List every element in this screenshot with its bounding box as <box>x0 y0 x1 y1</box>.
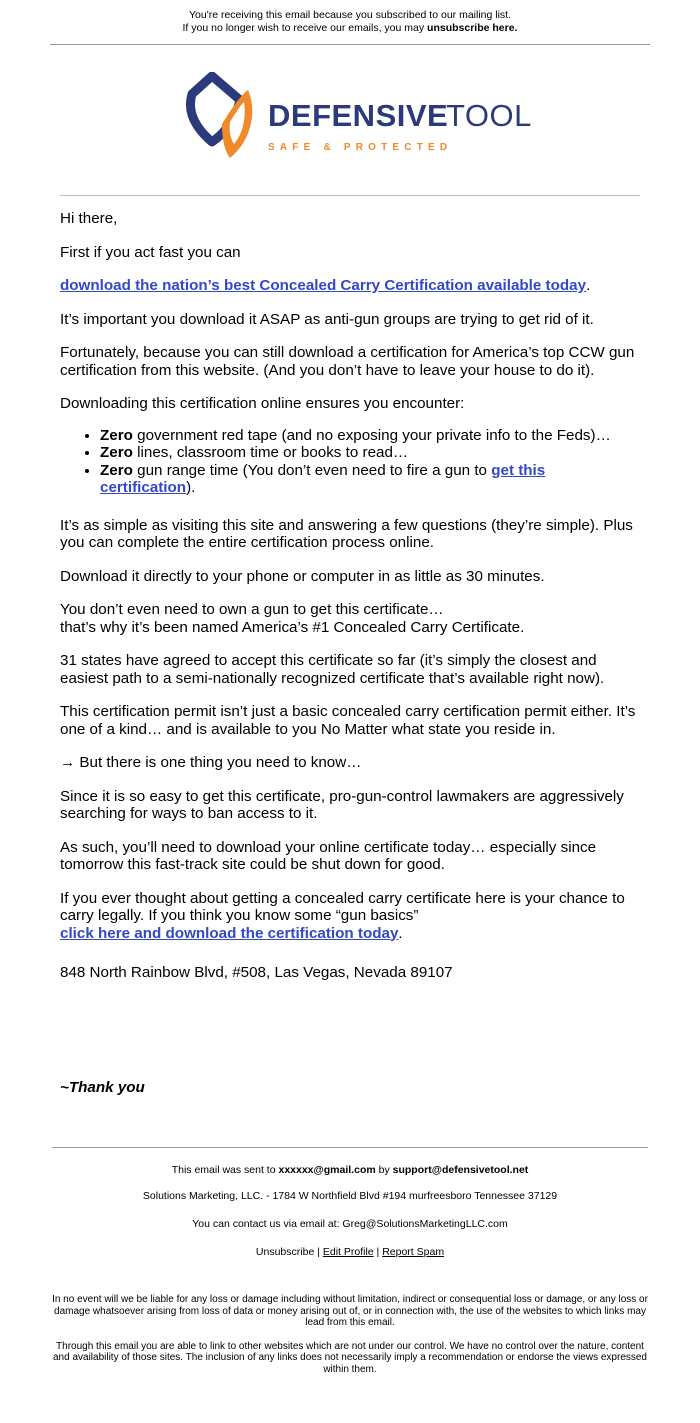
ever-text: If you ever thought about getting a concealed carry certificate here is your chance to carry legally. If you think you know some “gun basics” <box>60 889 625 924</box>
disclaimer-links: Through this email you are able to link to other websites which are not under our control. We have no control over the nature, content and availability of those sites. The inclusion of any links does not necessarily imply a recommendation or endorse the views expressed within them. <box>52 1340 647 1375</box>
bullet-bold: Zero <box>100 426 133 444</box>
footer <box>50 1164 650 1375</box>
get-certification-link[interactable]: get this certification <box>100 461 546 496</box>
downloading-paragraph: Downloading this certification online ensures you encounter: <box>60 395 465 412</box>
preheader-line2-text: If you no longer wish to receive our emails, you may <box>182 22 428 34</box>
main-link-paragraph: download the nation’s best Concealed Carry Certification available today. <box>60 277 591 294</box>
link-separator: | <box>314 1246 323 1258</box>
click-here-download-link[interactable]: click here and download the certification today <box>60 924 399 942</box>
defensivetool-logo <box>182 72 542 166</box>
states-paragraph: 31 states have agreed to accept this certificate so far (it’s simply the closest and easiest path to a semi-nationally recognized certificate that’s available right now). <box>60 652 605 687</box>
logo-brand-bold: DEFENSIVE <box>268 98 449 133</box>
arrow-paragraph: → But there is one thing you need to know… <box>60 754 362 771</box>
logo-divider <box>60 195 640 196</box>
bullet-text: government red tape (and no exposing your private info to the Feds)… <box>132 426 611 444</box>
since-paragraph: Since it is so easy to get this certificate, pro-gun-control lawmakers are aggressively searching for ways to ban access to it. <box>60 787 624 822</box>
ever-paragraph: If you ever thought about getting a concealed carry certificate here is your chance to carry legally. If you think you know some “gun basics” click here and download the certification today. <box>60 889 625 942</box>
bullet-after: ). <box>186 479 196 496</box>
edit-profile-link[interactable]: Edit Profile <box>322 1246 374 1258</box>
logo-brand-light: TOOL <box>446 98 532 133</box>
thank-you: ~Thank you <box>60 1079 145 1096</box>
list-item <box>100 427 642 445</box>
bullet-text: lines, classroom time or books to read… <box>132 444 409 461</box>
such-paragraph: As such, you’ll need to download your online certificate today… especially since tomorrow this fast-track site could be shut down for good. <box>60 838 597 873</box>
asap-paragraph: It’s important you download it ASAP as anti-gun groups are trying to get rid of it. <box>60 310 594 328</box>
own-gun-line1: You don’t even need to own a gun to get this certificate… <box>60 601 444 618</box>
logo-tagline: SAFE & PROTECTED <box>268 142 453 153</box>
sent-to-line <box>50 1164 650 1176</box>
postal-address: 848 North Rainbow Blvd, #508, Las Vegas, Nevada 89107 <box>60 964 453 981</box>
company-address: Solutions Marketing, LLC. - 1784 W Northfield Blvd #194 murfreesboro Tennessee 37129 <box>142 1190 558 1202</box>
recipient-email: xxxxxx@gmail.com <box>278 1164 376 1176</box>
download-certification-link[interactable]: download the nation’s best Concealed Carry Certification available today <box>60 277 587 294</box>
intro-text: First if you act fast you can <box>60 243 241 261</box>
sent-by: by <box>375 1164 393 1176</box>
fortunately-paragraph: Fortunately, because you can still download a certification for America’s top CCW gun certification from this website. (And you don’t have to leave your house to do it). <box>60 344 635 379</box>
unsubscribe-link[interactable]: Unsubscribe <box>255 1246 315 1258</box>
own-gun-paragraph <box>60 601 642 636</box>
greeting: Hi there, <box>60 210 118 227</box>
report-spam-link[interactable]: Report Spam <box>382 1246 445 1258</box>
list-item <box>100 444 642 462</box>
bullet-text: gun range time (You don’t even need to fire a gun to <box>132 461 492 479</box>
preheader-line1: You're receiving this email because you subscribed to our mailing list. <box>188 9 512 21</box>
simple-paragraph: It’s as simple as visiting this site and answering a few questions (they’re simple). Plus you can complete the entire certification process online. <box>60 516 633 551</box>
sender-email: support@defensivetool.net <box>392 1164 529 1176</box>
preheader-line2 <box>0 22 700 35</box>
unsubscribe-here-link[interactable]: unsubscribe here. <box>427 22 518 34</box>
bullet-bold: Zero <box>100 444 133 461</box>
disclaimer-liability: In no event will we be liable for any loss or damage including without limitation, indirect or consequential loss or damage, or any loss or damage whatsoever arising from loss of data or money arising out of, or in connection with, the use of the websites to which links may lead from this email. <box>52 1294 648 1328</box>
top-divider <box>50 44 650 45</box>
contact-line: You can contact us via email at: Greg@SolutionsMarketingLLC.com <box>192 1218 508 1230</box>
permit-paragraph: This certification permit isn’t just a basic concealed carry certification permit either. It’s one of a kind… and is available to you No Matter what state you reside in. <box>60 703 636 738</box>
email-body <box>60 210 642 998</box>
footer-divider <box>52 1147 648 1148</box>
own-gun-line2: that’s why it’s been named America’s #1 Concealed Carry Certificate. <box>60 618 525 636</box>
bullet-bold: Zero <box>100 461 133 479</box>
sent-prefix: This email was sent to <box>171 1164 279 1176</box>
benefits-list <box>60 427 642 497</box>
footer-links <box>50 1246 650 1258</box>
logo-graphic <box>182 72 542 166</box>
list-item <box>100 462 642 497</box>
link-separator: | <box>373 1246 383 1258</box>
preheader <box>0 9 700 35</box>
download-time-paragraph: Download it directly to your phone or computer in as little as 30 minutes. <box>60 567 545 585</box>
